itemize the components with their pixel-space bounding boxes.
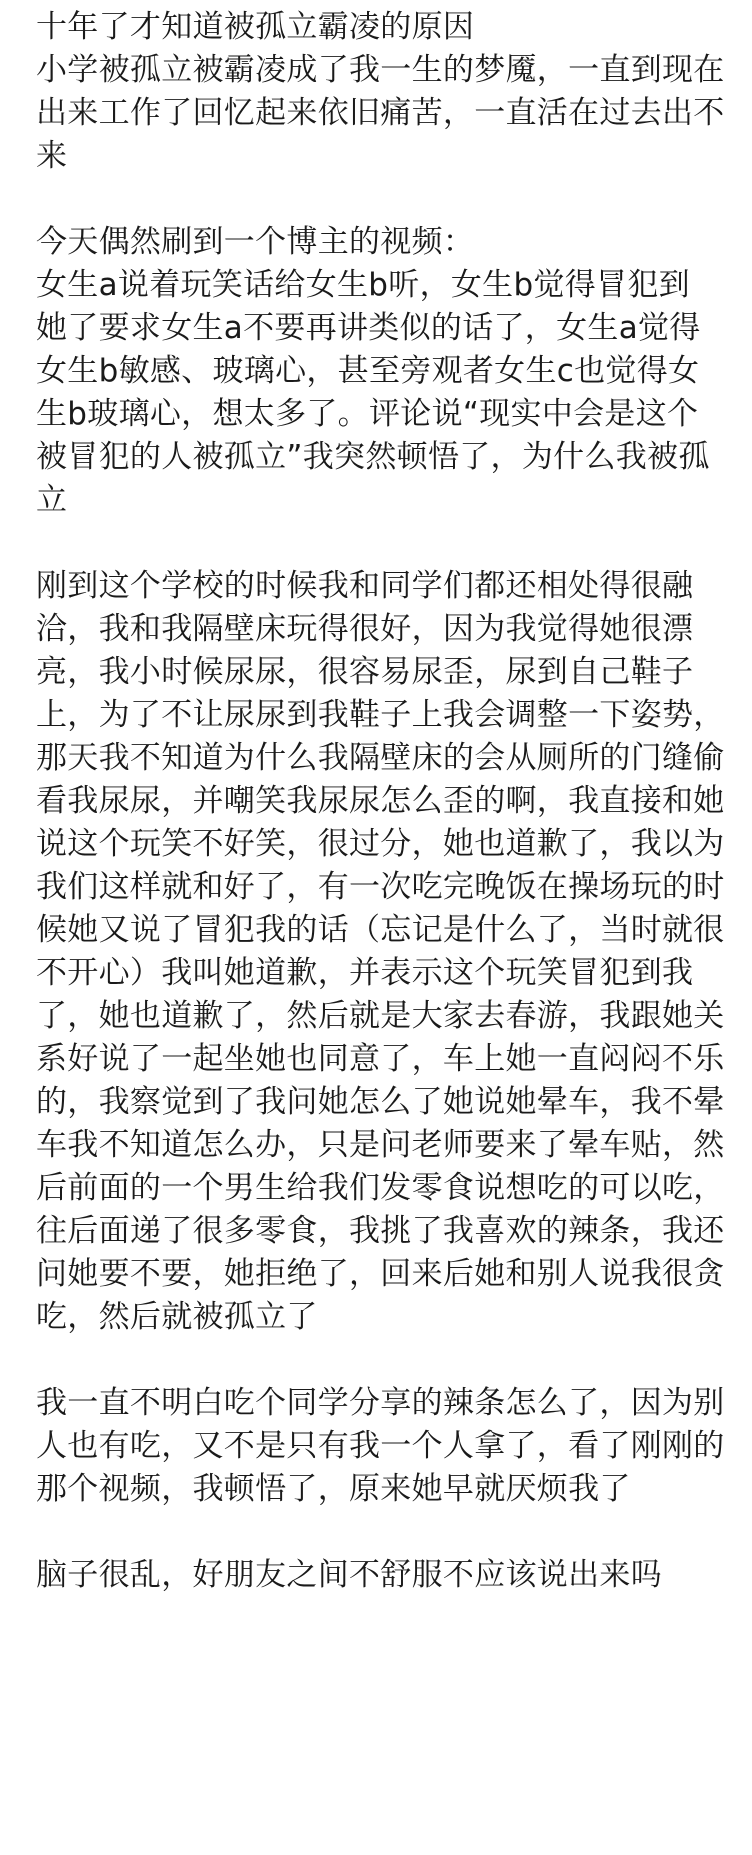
text-line: 女生a说着玩笑话给女生b听，女生b觉得冒犯到 [36,267,690,303]
paragraph-3 [36,565,732,1339]
text-line: 亮，我小时候尿尿，很容易尿歪，尿到自己鞋子 [36,654,694,690]
text-line: 脑子很乱，好朋友之间不舒服不应该说出来吗 [36,1557,662,1593]
text-line: 不开心）我叫她道歉，并表示这个玩笑冒犯到我 [36,955,694,991]
post-body [36,0,732,1597]
text-line: 刚到这个学校的时候我和同学们都还相处得很融 [36,568,694,604]
text-line: 女生b敏感、玻璃心，甚至旁观者女生c也觉得女 [36,353,700,389]
text-line: 的，我察觉到了我问她怎么了她说她晕车，我不晕 [36,1084,725,1120]
paragraph-2 [36,221,732,522]
paragraph-4 [36,1382,732,1511]
text-line: 说这个玩笑不好笑，很过分，她也道歉了，我以为 [36,826,725,862]
text-line: 车我不知道怎么办，只是问老师要来了晕车贴，然 [36,1127,725,1163]
text-line: 了，她也道歉了，然后就是大家去春游，我跟她关 [36,998,725,1034]
text-line: 洽，我和我隔壁床玩得很好，因为我觉得她很漂 [36,611,694,647]
text-line: 系好说了一起坐她也同意了，车上她一直闷闷不乐 [36,1041,725,1077]
text-line: 出来工作了回忆起来依旧痛苦，一直活在过去出不 [36,95,725,131]
text-line: 来 [36,138,68,174]
text-line: 看我尿尿，并嘲笑我尿尿怎么歪的啊，我直接和她 [36,783,725,819]
text-line: 后前面的一个男生给我们发零食说想吃的可以吃， [36,1170,725,1206]
paragraph-1 [36,49,732,178]
text-line: 吃，然后就被孤立了 [36,1299,318,1335]
text-line: 问她要不要，她拒绝了，回来后她和别人说我很贪 [36,1256,725,1292]
text-line: 我一直不明白吃个同学分享的辣条怎么了，因为别 [36,1385,725,1421]
text-line: 往后面递了很多零食，我挑了我喜欢的辣条，我还 [36,1213,725,1249]
text-line: 候她又说了冒犯我的话（忘记是什么了，当时就很 [36,912,725,948]
text-line: 被冒犯的人被孤立”我突然顿悟了，为什么我被孤 [36,439,710,475]
text-line: 那个视频，我顿悟了，原来她早就厌烦我了 [36,1471,631,1507]
text-line: 立 [36,482,68,518]
paragraph-spacer [36,178,732,221]
text-line: 上，为了不让尿尿到我鞋子上我会调整一下姿势， [36,697,725,733]
text-line: 她了要求女生a不要再讲类似的话了，女生a觉得 [36,310,701,346]
paragraph-spacer [36,1511,732,1554]
text-line: 那天我不知道为什么我隔壁床的会从厕所的门缝偷 [36,740,725,776]
post-title: 十年了才知道被孤立霸凌的原因 [36,9,475,45]
paragraph-spacer [36,1339,732,1382]
text-line: 人也有吃，又不是只有我一个人拿了，看了刚刚的 [36,1428,725,1464]
paragraph-5 [36,1554,732,1597]
text-line: 今天偶然刷到一个博主的视频： [36,224,475,260]
text-line: 我们这样就和好了，有一次吃完晚饭在操场玩的时 [36,869,725,905]
text-line: 小学被孤立被霸凌成了我一生的梦魇，一直到现在 [36,52,725,88]
text-line: 生b玻璃心，想太多了。评论说“现实中会是这个 [36,396,699,432]
paragraph-spacer [36,522,732,565]
